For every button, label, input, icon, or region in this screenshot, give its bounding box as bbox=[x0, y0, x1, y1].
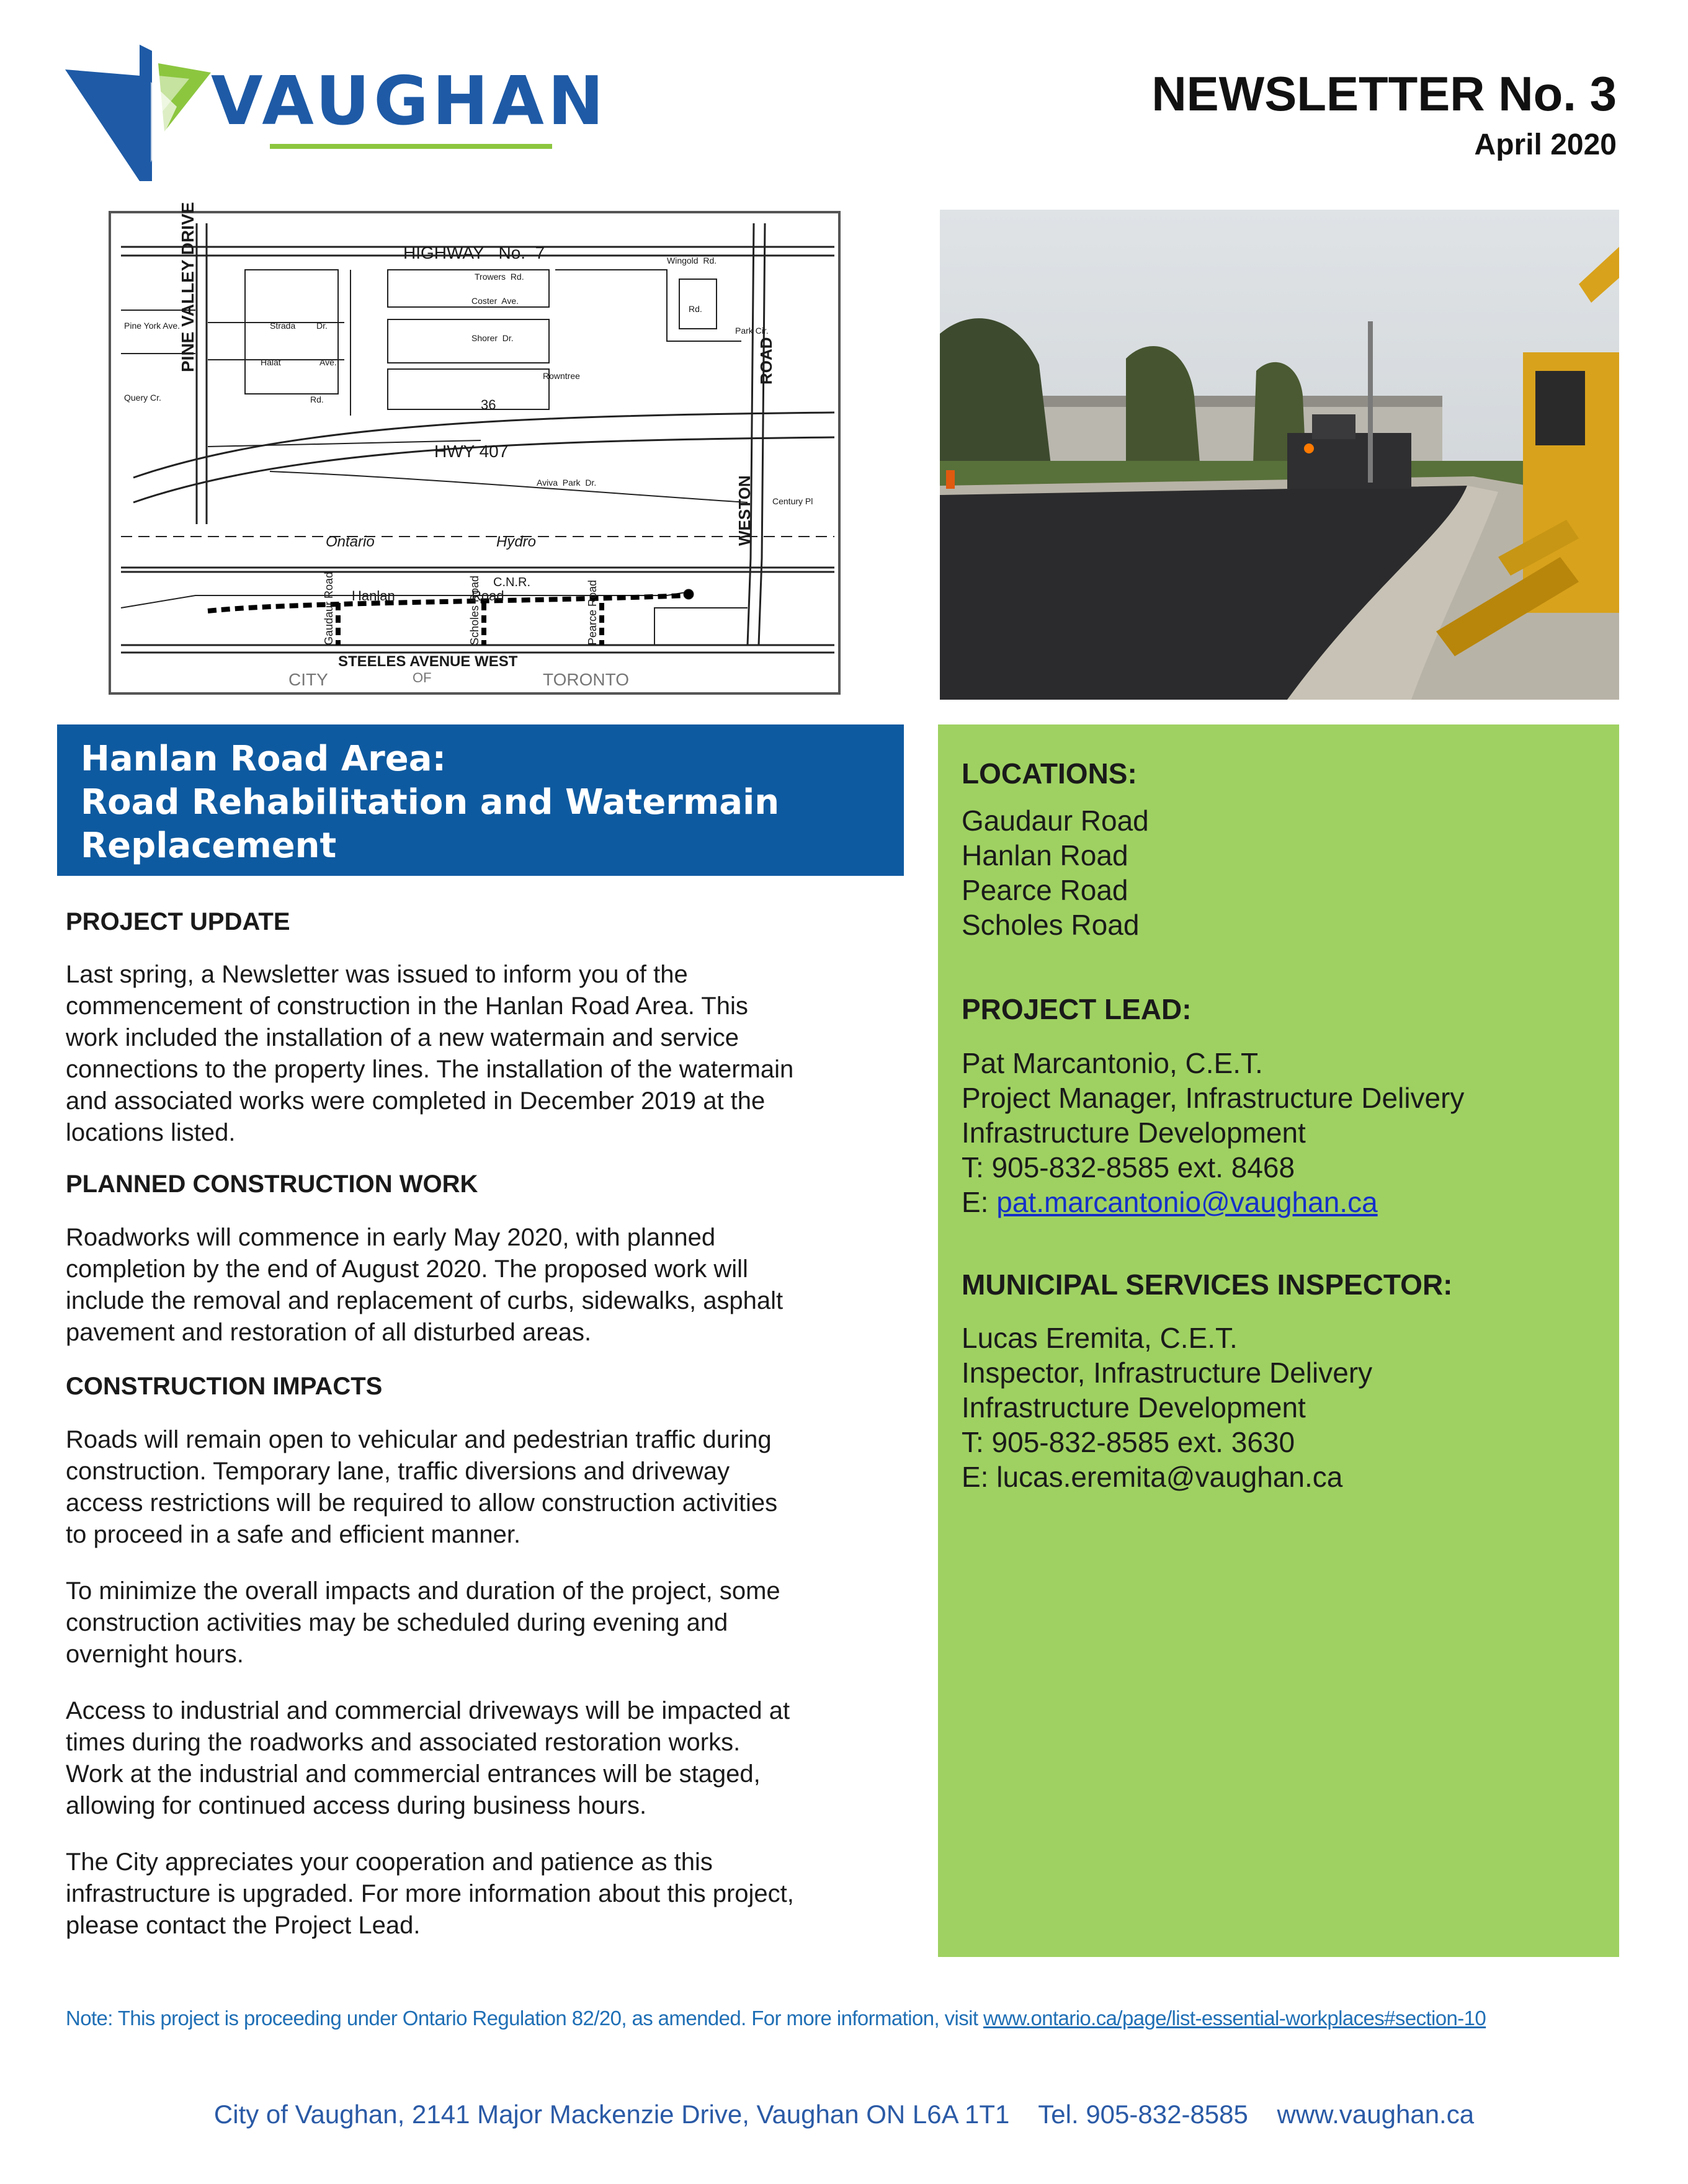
map-label-century: Century Pl bbox=[772, 496, 813, 506]
text-line: and associated works were completed in December 2019 at the bbox=[66, 1087, 766, 1115]
map-label-ave: Ave. bbox=[319, 357, 337, 367]
text-line: allowing for continued access during business hours. bbox=[66, 1792, 647, 1819]
map-label-halat: Halat bbox=[261, 357, 281, 367]
text-line: work included the installation of a new watermain and service bbox=[66, 1024, 739, 1051]
planned-construction-heading: PLANNED CONSTRUCTION WORK bbox=[66, 1170, 478, 1198]
map-label-query: Query Cr. bbox=[124, 393, 161, 403]
map-label-weston: WESTON bbox=[735, 475, 754, 546]
text-line: include the removal and replacement of curbs, sidewalks, asphalt bbox=[66, 1287, 784, 1314]
location-item: Pearce Road bbox=[962, 874, 1128, 906]
article-title-line-3: Replacement bbox=[81, 826, 337, 866]
map-label-steeles: STEELES AVENUE WEST bbox=[338, 653, 518, 670]
vaughan-emblem-icon bbox=[65, 38, 214, 184]
planned-construction-paragraph bbox=[66, 1222, 897, 1348]
closing-paragraph bbox=[66, 1847, 897, 1941]
text-line: Last spring, a Newsletter was issued to inform you of the bbox=[66, 961, 688, 988]
text-line: locations listed. bbox=[66, 1119, 236, 1146]
contact-panel bbox=[938, 724, 1619, 1957]
map-label-rd: Rd. bbox=[689, 304, 702, 314]
lead-name: Pat Marcantonio, C.E.T. bbox=[962, 1047, 1263, 1079]
map-label-gaudaur: Gaudaur Road bbox=[323, 571, 335, 645]
map-label-coster: Coster Ave. bbox=[471, 296, 519, 306]
inspector-phone: T: 905-832-8585 ext. 3630 bbox=[962, 1426, 1295, 1458]
map-label-hanlan: Hanlan bbox=[352, 588, 395, 604]
project-lead-heading: PROJECT LEAD: bbox=[962, 993, 1192, 1025]
email-prefix: E: bbox=[962, 1186, 997, 1218]
map-label-road: Road bbox=[471, 588, 504, 604]
article-title-line-1: Hanlan Road Area: bbox=[81, 739, 446, 779]
map-label-pine-valley: PINE VALLEY DRIVE bbox=[178, 202, 197, 372]
map-label-of: OF bbox=[413, 670, 432, 685]
driveway-access-paragraph bbox=[66, 1695, 897, 1822]
map-label-hydro: Hydro bbox=[496, 533, 537, 550]
location-item: Gaudaur Road bbox=[962, 805, 1149, 837]
text-line: construction activities may be scheduled during evening and bbox=[66, 1609, 728, 1636]
construction-impacts-heading: CONSTRUCTION IMPACTS bbox=[66, 1373, 383, 1400]
article-title-box bbox=[57, 724, 904, 876]
vaughan-logo bbox=[65, 38, 608, 184]
map-label-park-cir: Park Cir. bbox=[735, 326, 769, 336]
map-label-scholes: Scholes Road bbox=[468, 575, 481, 645]
map-label-36: 36 bbox=[481, 397, 496, 412]
project-location-map bbox=[109, 202, 841, 695]
text-line: to proceed in a safe and efficient manner. bbox=[66, 1521, 521, 1548]
map-label-pearce: Pearce Road bbox=[586, 579, 599, 645]
location-item: Hanlan Road bbox=[962, 839, 1128, 871]
text-line: Roadworks will commence in early May 2020, with planned bbox=[66, 1224, 716, 1251]
inspector-department: Infrastructure Development bbox=[962, 1391, 1306, 1424]
lead-email-row bbox=[962, 1188, 1378, 1216]
map-label-cnr: C.N.R. bbox=[493, 576, 530, 589]
construction-impacts-paragraph bbox=[66, 1424, 897, 1551]
project-update-heading: PROJECT UPDATE bbox=[66, 908, 290, 935]
text-line: construction. Temporary lane, traffic diversions and driveway bbox=[66, 1458, 730, 1485]
text-line: pavement and restoration of all disturbed areas. bbox=[66, 1319, 592, 1346]
location-item: Scholes Road bbox=[962, 909, 1140, 941]
text-line: infrastructure is upgraded. For more information about this project, bbox=[66, 1880, 794, 1907]
map-label-wingold: Wingold Rd. bbox=[667, 256, 717, 265]
construction-photo bbox=[940, 210, 1619, 700]
project-update-paragraph bbox=[66, 959, 897, 1149]
minimize-impacts-paragraph bbox=[66, 1576, 897, 1670]
text-line: connections to the property lines. The installation of the watermain bbox=[66, 1056, 794, 1083]
regulation-note bbox=[66, 2007, 1486, 2030]
inspector-heading: MUNICIPAL SERVICES INSPECTOR: bbox=[962, 1268, 1453, 1301]
text-line: Work at the industrial and commercial entrances will be staged, bbox=[66, 1760, 761, 1788]
map-label-pine-york: Pine York Ave. bbox=[124, 321, 181, 331]
text-line: The City appreciates your cooperation and patience as this bbox=[66, 1848, 713, 1876]
text-line: please contact the Project Lead. bbox=[66, 1912, 421, 1939]
map-label-ontario: Ontario bbox=[326, 533, 375, 550]
text-line: commencement of construction in the Hanlan Road Area. This bbox=[66, 992, 748, 1020]
map-label-aviva: Aviva Park Dr. bbox=[537, 478, 597, 488]
text-line: Access to industrial and commercial driveways will be impacted at bbox=[66, 1697, 790, 1724]
note-text: Note: This project is proceeding under Ontario Regulation 82/20, as amended. For more information, visit bbox=[66, 2007, 984, 2030]
newsletter-title: NEWSLETTER No. 3 bbox=[1151, 66, 1617, 121]
map-label-road-vertical: ROAD bbox=[757, 337, 775, 385]
lead-title: Project Manager, Infrastructure Delivery bbox=[962, 1082, 1465, 1114]
map-label-highway7: HIGHWAY No. 7 bbox=[403, 243, 545, 262]
article-title-line-2: Road Rehabilitation and Watermain bbox=[81, 782, 780, 822]
logo-wordmark: VAUGHAN bbox=[211, 63, 608, 140]
map-label-rd-2: Rd. bbox=[310, 394, 324, 404]
lead-email-link[interactable]: pat.marcantonio@vaughan.ca bbox=[996, 1186, 1378, 1218]
map-label-shorer: Shorer Dr. bbox=[471, 333, 514, 343]
map-label-city: CITY bbox=[288, 670, 328, 689]
text-line: overnight hours. bbox=[66, 1641, 244, 1668]
map-label-rowntree: Rowntree bbox=[543, 371, 580, 381]
inspector-email: E: lucas.eremita@vaughan.ca bbox=[962, 1461, 1343, 1493]
newsletter-date: April 2020 bbox=[1474, 128, 1617, 161]
map-label-dr: Dr. bbox=[316, 321, 328, 331]
ontario-link[interactable]: www.ontario.ca/page/list-essential-workplaces#section-10 bbox=[983, 2007, 1486, 2030]
text-line: Roads will remain open to vehicular and pedestrian traffic during bbox=[66, 1426, 772, 1453]
text-line: completion by the end of August 2020. The proposed work will bbox=[66, 1255, 748, 1283]
map-label-hwy407: HWY 407 bbox=[434, 442, 509, 461]
text-line: times during the roadworks and associated restoration works. bbox=[66, 1729, 741, 1756]
logo-underline bbox=[270, 144, 552, 149]
inspector-title: Inspector, Infrastructure Delivery bbox=[962, 1357, 1373, 1389]
text-line: access restrictions will be required to allow construction activities bbox=[66, 1489, 778, 1517]
lead-phone: T: 905-832-8585 ext. 8468 bbox=[962, 1151, 1295, 1183]
map-label-toronto: TORONTO bbox=[543, 670, 629, 689]
map-label-strada: Strada bbox=[270, 321, 296, 331]
map-label-trowers: Trowers Rd. bbox=[475, 272, 524, 282]
inspector-name: Lucas Eremita, C.E.T. bbox=[962, 1322, 1238, 1354]
lead-department: Infrastructure Development bbox=[962, 1117, 1306, 1149]
text-line: To minimize the overall impacts and duration of the project, some bbox=[66, 1577, 780, 1605]
footer-address: City of Vaughan, 2141 Major Mackenzie Drive, Vaughan ON L6A 1T1 Tel. 905-832-8585 www.vaughan.ca bbox=[213, 2100, 1475, 2129]
locations-heading: LOCATIONS: bbox=[962, 757, 1137, 790]
